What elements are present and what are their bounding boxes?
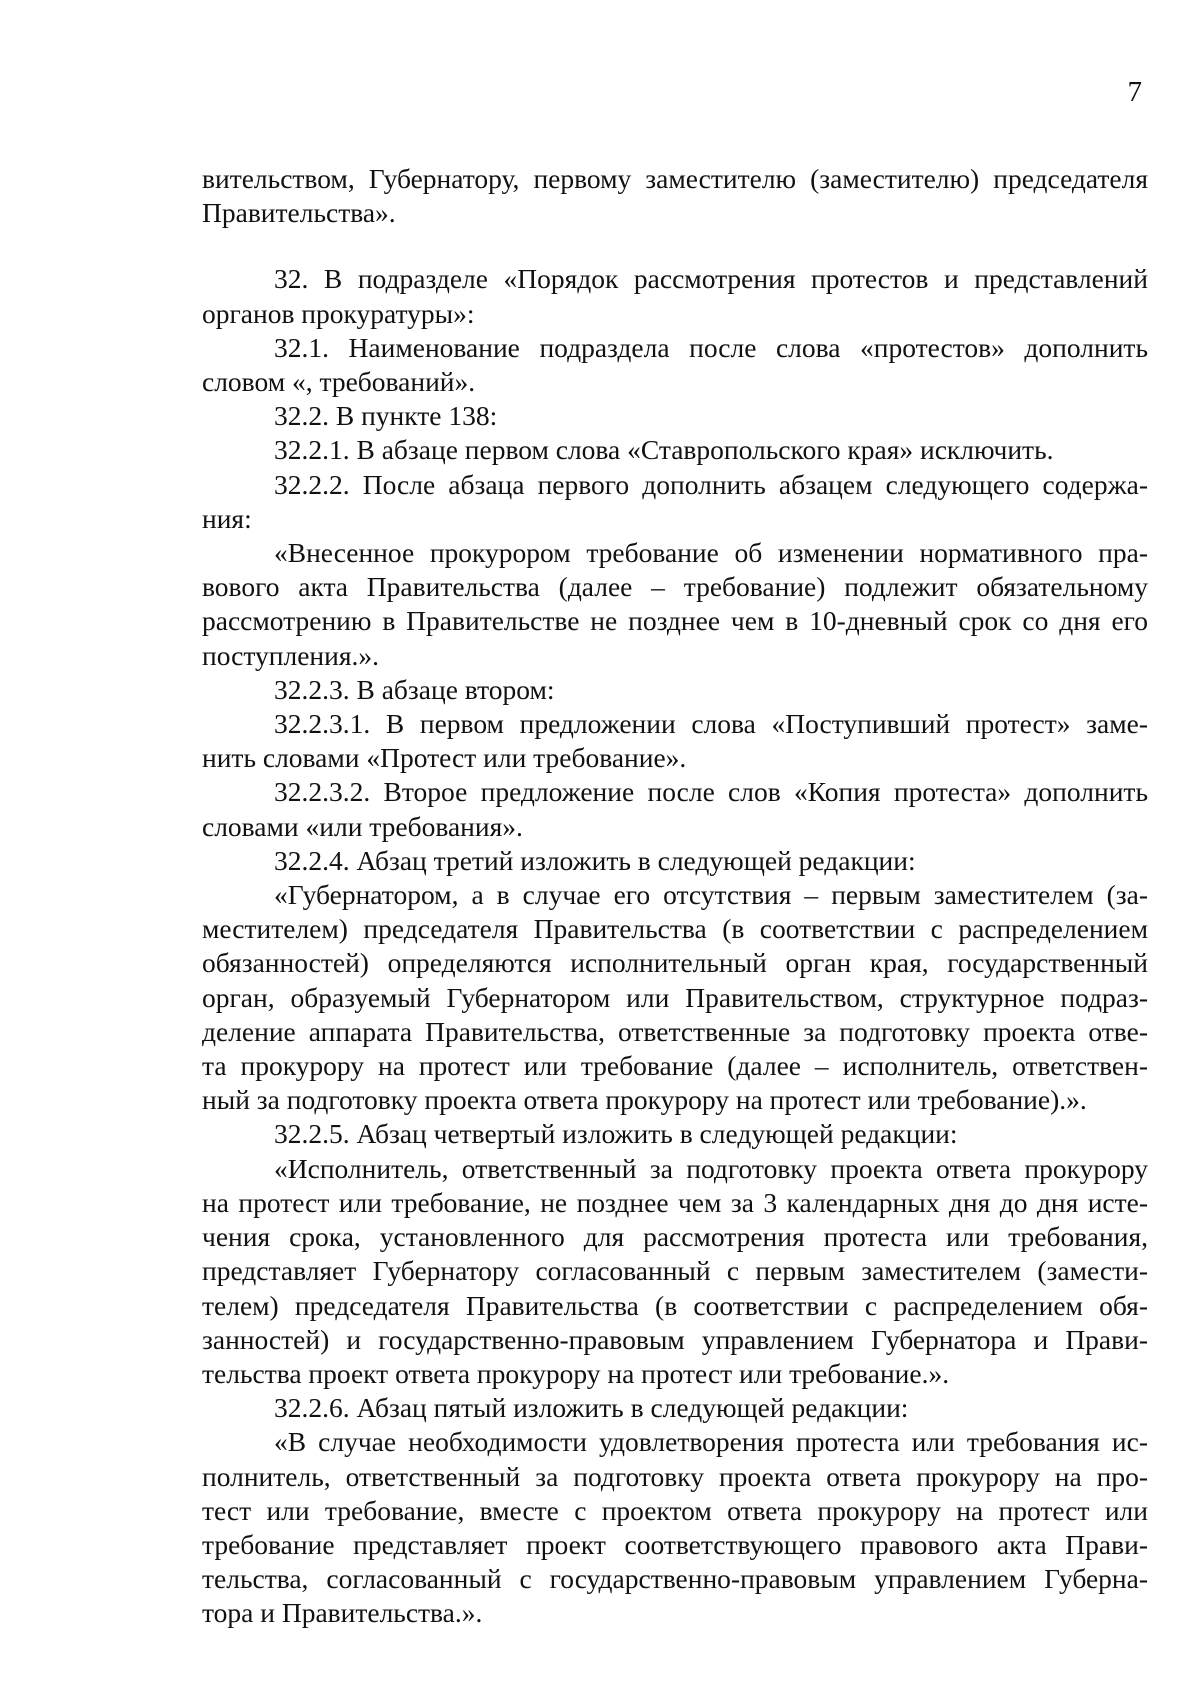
- text-line: занностей) и государственно-правовым управлением Губернатора и Прави-: [202, 1323, 1148, 1355]
- text-line: вового акта Правительства (далее – требование) подлежит обязательному: [202, 571, 1148, 603]
- paragraph-p6: [202, 468, 1148, 536]
- text-line: «Губернатором, а в случае его отсутствия – первым заместителем (за-: [274, 879, 1148, 911]
- text-line: 32.2.4. Абзац третий изложить в следующей редакции:: [274, 844, 916, 876]
- text-line: тора и Правительства.».: [202, 1597, 483, 1629]
- text-line: та прокурору на протест или требование (далее – исполнитель, ответствен-: [202, 1050, 1148, 1082]
- text-line: тест или требование, вместе с проектом ответа прокурору на протест или: [202, 1494, 1148, 1526]
- text-line: на протест или требование, не позднее чем за 3 календарных дня до дня исте-: [202, 1186, 1148, 1218]
- paragraph-p14: [202, 1152, 1148, 1391]
- text-line: деление аппарата Правительства, ответственные за подготовку проекта отве-: [202, 1015, 1148, 1047]
- text-line: представляет Губернатору согласованный с первым заместителем (замести-: [202, 1255, 1148, 1287]
- paragraph-gap: [202, 230, 1148, 262]
- paragraph-p2: [202, 262, 1148, 330]
- paragraph-p1: [202, 162, 1148, 230]
- paragraph-p8: [202, 673, 1148, 707]
- text-line: 32.2.3.1. В первом предложении слова «Поступивший протест» заме-: [274, 708, 1148, 740]
- text-line: 32.2.3. В абзаце втором:: [274, 673, 555, 705]
- text-line: 32.2.3.2. Второе предложение после слов «Копия протеста» дополнить: [274, 776, 1148, 808]
- text-line: ния:: [202, 502, 252, 534]
- paragraph-p15: [202, 1391, 1148, 1425]
- text-line: поступления.».: [202, 639, 379, 671]
- document-body: [202, 162, 1148, 1631]
- text-line: «Исполнитель, ответственный за подготовку проекта ответа прокурору: [274, 1152, 1148, 1184]
- text-line: Правительства».: [202, 197, 396, 229]
- text-line: телем) председателя Правительства (в соответствии с распределением обя-: [202, 1289, 1148, 1321]
- paragraph-p13: [202, 1117, 1148, 1151]
- text-line: «В случае необходимости удовлетворения протеста или требования ис-: [274, 1426, 1148, 1458]
- text-line: тельства проект ответа прокурору на протест или требование.».: [202, 1357, 950, 1389]
- paragraph-p5: [202, 433, 1148, 467]
- text-line: «Внесенное прокурором требование об изменении нормативного пра-: [274, 537, 1148, 569]
- text-line: вительством, Губернатору, первому заместителю (заместителю) председателя: [202, 163, 1148, 194]
- text-line: 32. В подразделе «Порядок рассмотрения протестов и представлений: [274, 263, 1148, 295]
- text-line: требование представляет проект соответствующего правового акта Прави-: [202, 1528, 1148, 1560]
- text-line: орган, образуемый Губернатором или Правительством, структурное подраз-: [202, 981, 1148, 1013]
- text-line: тельства, согласованный с государственно-правовым управлением Губерна-: [202, 1563, 1148, 1595]
- paragraph-p9: [202, 707, 1148, 775]
- text-line: 32.2.2. После абзаца первого дополнить абзацем следующего содержа-: [274, 468, 1148, 500]
- paragraph-p12: [202, 878, 1148, 1117]
- text-line: полнитель, ответственный за подготовку проекта ответа прокурору на про-: [202, 1460, 1148, 1492]
- text-line: рассмотрению в Правительстве не позднее чем в 10-дневный срок со дня его: [202, 605, 1148, 637]
- paragraph-p16: [202, 1425, 1148, 1630]
- paragraph-p10: [202, 775, 1148, 843]
- paragraph-p4: [202, 399, 1148, 433]
- paragraph-p11: [202, 844, 1148, 878]
- text-line: 32.2.1. В абзаце первом слова «Ставропольского края» исключить.: [274, 434, 1054, 466]
- text-line: органов прокуратуры»:: [202, 297, 475, 329]
- text-line: словами «или требования».: [202, 810, 523, 842]
- text-line: 32.2.6. Абзац пятый изложить в следующей редакции:: [274, 1392, 909, 1424]
- page-number: 7: [1127, 76, 1142, 108]
- text-line: 32.2.5. Абзац четвертый изложить в следующей редакции:: [274, 1118, 958, 1150]
- text-line: ный за подготовку проекта ответа прокурору на протест или требование).».: [202, 1084, 1087, 1116]
- text-line: 32.1. Наименование подраздела после слова «протестов» дополнить: [274, 331, 1148, 363]
- text-line: местителем) председателя Правительства (в соответствии с распределением: [202, 913, 1148, 945]
- text-line: 32.2. В пункте 138:: [274, 400, 498, 432]
- paragraph-p3: [202, 331, 1148, 399]
- text-line: нить словами «Протест или требование».: [202, 742, 687, 774]
- paragraph-p7: [202, 536, 1148, 673]
- text-line: обязанностей) определяются исполнительный орган края, государственный: [202, 947, 1148, 979]
- text-line: чения срока, установленного для рассмотрения протеста или требования,: [202, 1221, 1148, 1253]
- text-line: словом «, требований».: [202, 366, 476, 398]
